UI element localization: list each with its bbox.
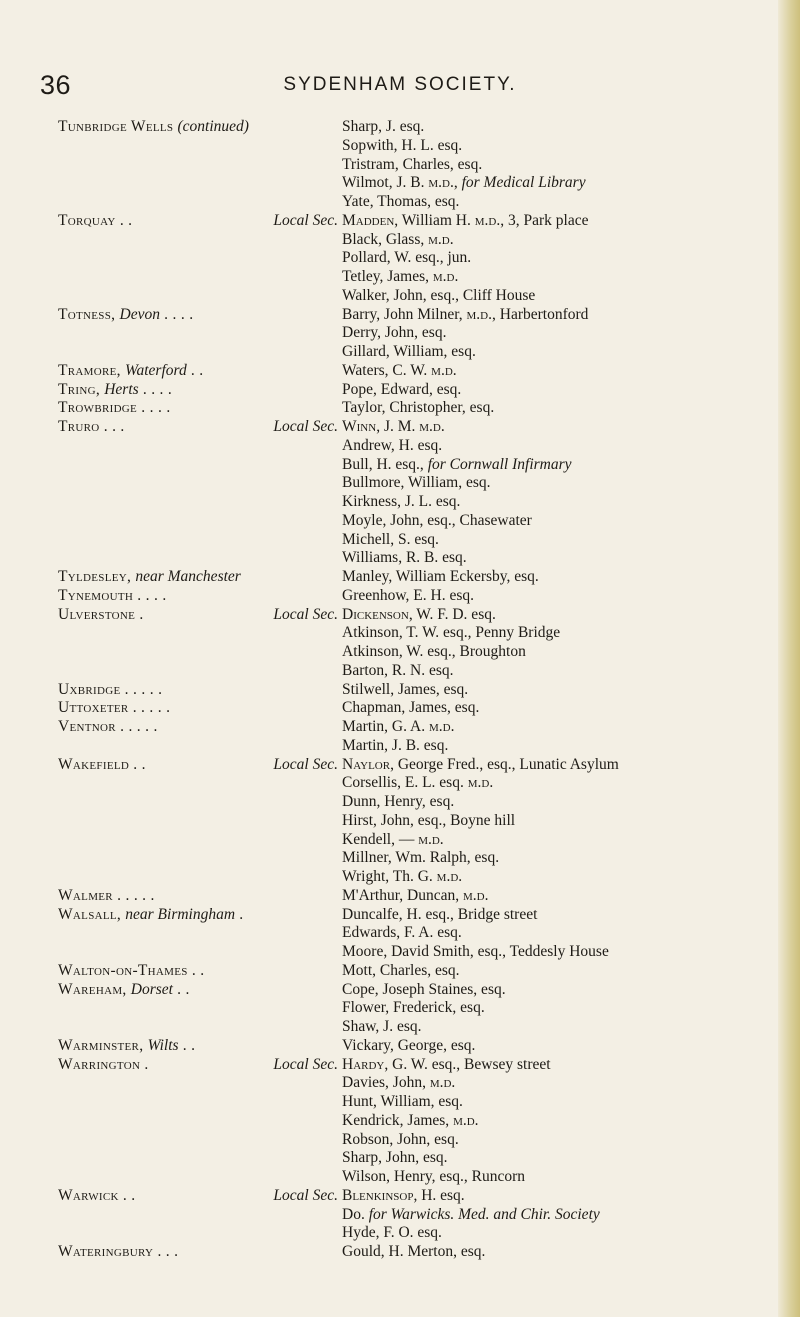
member-name: Millner, Wm. Ralph, esq. xyxy=(342,849,500,867)
member-name: Sopwith, H. L. esq. xyxy=(342,136,463,154)
dot-leader: . . . . xyxy=(142,380,173,398)
dot-leader: . . xyxy=(191,961,205,979)
local-sec-label: Local Sec. xyxy=(273,211,338,229)
place-label: Warwick xyxy=(58,1186,119,1204)
member-name: Black, Glass, m.d. xyxy=(342,230,454,248)
list-item xyxy=(0,849,800,868)
member-name: Hyde, F. O. esq. xyxy=(342,1224,442,1242)
list-item xyxy=(0,1018,800,1037)
place-name xyxy=(58,306,342,325)
member-name: Manley, William Eckersby, esq. xyxy=(342,568,539,585)
local-sec-label: Local Sec. xyxy=(273,1186,338,1204)
dot-leader: . . xyxy=(182,1036,196,1054)
list-item xyxy=(0,268,800,287)
place-name xyxy=(58,381,342,400)
member-name: Wilmot, J. B. m.d., for Medical Library xyxy=(342,174,586,192)
list-item xyxy=(0,812,800,831)
list-item xyxy=(0,662,800,681)
place-name xyxy=(58,1243,342,1262)
list-item xyxy=(0,381,800,400)
place-label: Walton-on-Thames xyxy=(58,961,188,979)
place-label: Tynemouth xyxy=(58,586,134,604)
place-name xyxy=(58,1056,342,1075)
list-item xyxy=(0,1149,800,1168)
list-item xyxy=(0,943,800,962)
list-item xyxy=(0,1206,800,1225)
place-name xyxy=(58,1187,342,1206)
list-item xyxy=(0,418,800,437)
member-name: Waters, C. W. m.d. xyxy=(342,361,457,379)
member-name: Martin, G. A. m.d. xyxy=(342,718,455,735)
place-name xyxy=(58,681,342,700)
list-item xyxy=(0,962,800,981)
place-name xyxy=(58,756,342,775)
list-item xyxy=(0,324,800,343)
page-header xyxy=(0,70,800,110)
place-qualifier: Dorset xyxy=(130,980,173,998)
list-item xyxy=(0,737,800,756)
member-name: Moore, David Smith, esq., Teddesly House xyxy=(342,943,609,960)
list-item xyxy=(0,474,800,493)
place-name xyxy=(58,418,342,437)
place-qualifier: Devon xyxy=(119,305,160,323)
place-name xyxy=(58,1037,342,1056)
place-qualifier: Herts xyxy=(104,380,139,398)
list-item xyxy=(0,587,800,606)
place-label: Ventnor xyxy=(58,718,116,735)
place-label: Walsall, xyxy=(58,905,122,923)
page-number: 36 xyxy=(40,70,72,100)
local-sec-label: Local Sec. xyxy=(273,755,338,773)
list-item xyxy=(0,549,800,568)
list-item xyxy=(0,306,800,325)
place-name xyxy=(58,699,342,718)
member-name: Gillard, William, esq. xyxy=(342,343,476,360)
member-name: Bull, H. esq., for Cornwall Infirmary xyxy=(342,455,572,473)
member-name: Michell, S. esq. xyxy=(342,530,439,548)
dot-leader: . . xyxy=(122,1186,136,1204)
member-name: Hunt, William, esq. xyxy=(342,1093,463,1110)
place-name xyxy=(58,906,342,925)
list-item xyxy=(0,868,800,887)
member-name: Atkinson, T. W. esq., Penny Bridge xyxy=(342,624,561,642)
list-item xyxy=(0,624,800,643)
list-item xyxy=(0,249,800,268)
place-label: Warminster, xyxy=(58,1036,144,1054)
list-item xyxy=(0,231,800,250)
list-item xyxy=(0,1224,800,1243)
place-qualifier: Waterford xyxy=(125,361,187,379)
place-label: Warrington xyxy=(58,1055,141,1073)
member-name: Williams, R. B. esq. xyxy=(342,549,467,567)
member-name: Barton, R. N. esq. xyxy=(342,661,454,679)
dot-leader: . . . xyxy=(103,418,125,435)
dot-leader: . xyxy=(239,905,244,923)
dot-leader: . . . . . xyxy=(120,718,158,735)
list-item xyxy=(0,1243,800,1262)
place-qualifier: near Manchester xyxy=(135,568,241,585)
member-name: Edwards, F. A. esq. xyxy=(342,924,462,942)
place-qualifier: (continued) xyxy=(177,118,249,135)
member-name: Madden, William H. m.d., 3, Park place xyxy=(342,211,589,229)
member-name: Kendrick, James, m.d. xyxy=(342,1111,479,1129)
list-item xyxy=(0,1168,800,1187)
place-label: Tring, xyxy=(58,380,101,398)
list-item xyxy=(0,343,800,362)
member-name: Do. for Warwicks. Med. and Chir. Society xyxy=(342,1205,600,1223)
member-name: Dunn, Henry, esq. xyxy=(342,793,455,810)
place-label: Truro xyxy=(58,418,100,435)
running-head: SYDENHAM SOCIETY. xyxy=(283,74,517,95)
member-name: Martin, J. B. esq. xyxy=(342,736,449,754)
member-name: Davies, John, m.d. xyxy=(342,1074,456,1092)
list-item xyxy=(0,756,800,775)
dot-leader: . . . . . xyxy=(124,680,163,698)
dot-leader: . . . . xyxy=(164,305,194,323)
member-name: Blenkinsop, H. esq. xyxy=(342,1186,465,1204)
place-name xyxy=(58,606,342,625)
place-label: Uttoxeter xyxy=(58,699,129,717)
dot-leader: . . . . . xyxy=(117,886,155,904)
list-item xyxy=(0,287,800,306)
member-name: Winn, J. M. m.d. xyxy=(342,418,445,435)
dot-leader: . . . . xyxy=(141,399,171,417)
member-name: M'Arthur, Duncan, m.d. xyxy=(342,886,489,904)
member-name: Tetley, James, m.d. xyxy=(342,268,459,285)
list-item xyxy=(0,118,800,137)
member-name: Hardy, G. W. esq., Bewsey street xyxy=(342,1055,551,1073)
place-label: Wareham, xyxy=(58,980,127,998)
local-sec-label: Local Sec. xyxy=(273,418,338,435)
list-item xyxy=(0,137,800,156)
member-name: Sharp, John, esq. xyxy=(342,1149,448,1167)
place-name xyxy=(58,962,342,981)
member-name: Naylor, George Fred., esq., Lunatic Asylum xyxy=(342,755,619,773)
list-item xyxy=(0,1112,800,1131)
list-item xyxy=(0,493,800,512)
member-name: Yate, Thomas, esq. xyxy=(342,193,460,210)
place-label: Wateringbury xyxy=(58,1243,154,1260)
place-label: Wakefield xyxy=(58,755,130,773)
place-label: Tramore, xyxy=(58,361,121,379)
dot-leader: . . . xyxy=(157,1243,179,1260)
list-item xyxy=(0,531,800,550)
place-name xyxy=(58,887,342,906)
member-name: Bullmore, William, esq. xyxy=(342,474,491,492)
member-name: Walker, John, esq., Cliff House xyxy=(342,286,536,304)
dot-leader: . xyxy=(139,605,144,623)
place-name xyxy=(58,399,342,418)
place-label: Totness, xyxy=(58,305,116,323)
list-item xyxy=(0,1056,800,1075)
place-name xyxy=(58,718,342,737)
member-name: Pollard, W. esq., jun. xyxy=(342,249,472,267)
member-list xyxy=(0,118,800,1262)
list-item xyxy=(0,568,800,587)
place-qualifier: near Birmingham xyxy=(125,905,236,923)
place-name xyxy=(58,587,342,606)
member-name: Dickenson, W. F. D. esq. xyxy=(342,605,496,623)
member-name: Moyle, John, esq., Chasewater xyxy=(342,511,532,529)
place-qualifier: Wilts xyxy=(147,1036,179,1054)
member-name: Kirkness, J. L. esq. xyxy=(342,493,461,510)
member-name: Stilwell, James, esq. xyxy=(342,680,469,698)
place-label: Walmer xyxy=(58,886,113,904)
place-label: Trowbridge xyxy=(58,399,138,417)
member-name: Sharp, J. esq. xyxy=(342,118,425,135)
list-item xyxy=(0,212,800,231)
list-item xyxy=(0,887,800,906)
place-label: Tunbridge Wells xyxy=(58,118,174,135)
list-item xyxy=(0,1131,800,1150)
member-name: Shaw, J. esq. xyxy=(342,1018,422,1035)
member-name: Vickary, George, esq. xyxy=(342,1036,476,1054)
list-item xyxy=(0,156,800,175)
place-label: Torquay xyxy=(58,211,116,229)
member-name: Greenhow, E. H. esq. xyxy=(342,586,474,604)
member-name: Wilson, Henry, esq., Runcorn xyxy=(342,1168,526,1185)
list-item xyxy=(0,399,800,418)
list-item xyxy=(0,906,800,925)
member-name: Gould, H. Merton, esq. xyxy=(342,1243,486,1260)
place-label: Ulverstone xyxy=(58,605,136,623)
dot-leader: . . xyxy=(190,361,204,379)
member-name: Cope, Joseph Staines, esq. xyxy=(342,980,506,998)
place-name xyxy=(58,118,342,137)
place-label: Uxbridge xyxy=(58,680,121,698)
list-item xyxy=(0,681,800,700)
member-name: Andrew, H. esq. xyxy=(342,436,443,454)
list-item xyxy=(0,512,800,531)
place-name xyxy=(58,981,342,1000)
member-name: Atkinson, W. esq., Broughton xyxy=(342,643,526,660)
list-item xyxy=(0,981,800,1000)
local-sec-label: Local Sec. xyxy=(273,605,338,623)
member-name: Duncalfe, H. esq., Bridge street xyxy=(342,905,538,923)
list-item xyxy=(0,643,800,662)
place-name xyxy=(58,568,342,587)
dot-leader: . . xyxy=(177,980,190,998)
member-name: Wright, Th. G. m.d. xyxy=(342,868,463,885)
list-item xyxy=(0,1074,800,1093)
list-item xyxy=(0,1187,800,1206)
member-name: Hirst, John, esq., Boyne hill xyxy=(342,811,516,829)
place-label: Tyldesley, xyxy=(58,568,132,585)
list-item xyxy=(0,774,800,793)
member-name: Robson, John, esq. xyxy=(342,1130,459,1148)
member-name: Derry, John, esq. xyxy=(342,324,447,342)
dot-leader: . . xyxy=(133,755,146,773)
member-name: Tristram, Charles, esq. xyxy=(342,155,483,173)
member-name: Barry, John Milner, m.d., Harbertonford xyxy=(342,305,589,323)
place-name xyxy=(58,362,342,381)
dot-leader: . . . . xyxy=(137,586,167,604)
list-item xyxy=(0,1093,800,1112)
place-name xyxy=(58,212,342,231)
dot-leader: . . xyxy=(119,211,133,229)
local-sec-label: Local Sec. xyxy=(273,1055,338,1073)
member-name: Pope, Edward, esq. xyxy=(342,380,462,398)
list-item xyxy=(0,606,800,625)
list-item xyxy=(0,718,800,737)
list-item xyxy=(0,174,800,193)
dot-leader: . . . . . xyxy=(132,699,171,717)
member-name: Kendell, — m.d. xyxy=(342,830,444,848)
list-item xyxy=(0,456,800,475)
dot-leader: . xyxy=(144,1055,149,1073)
list-item xyxy=(0,362,800,381)
list-item xyxy=(0,831,800,850)
list-item xyxy=(0,437,800,456)
member-name: Mott, Charles, esq. xyxy=(342,961,460,979)
list-item xyxy=(0,924,800,943)
member-name: Chapman, James, esq. xyxy=(342,699,480,717)
list-item xyxy=(0,999,800,1018)
list-item xyxy=(0,793,800,812)
member-name: Taylor, Christopher, esq. xyxy=(342,399,495,417)
list-item xyxy=(0,699,800,718)
list-item xyxy=(0,193,800,212)
member-name: Flower, Frederick, esq. xyxy=(342,999,485,1017)
member-name: Corsellis, E. L. esq. m.d. xyxy=(342,774,494,792)
list-item xyxy=(0,1037,800,1056)
